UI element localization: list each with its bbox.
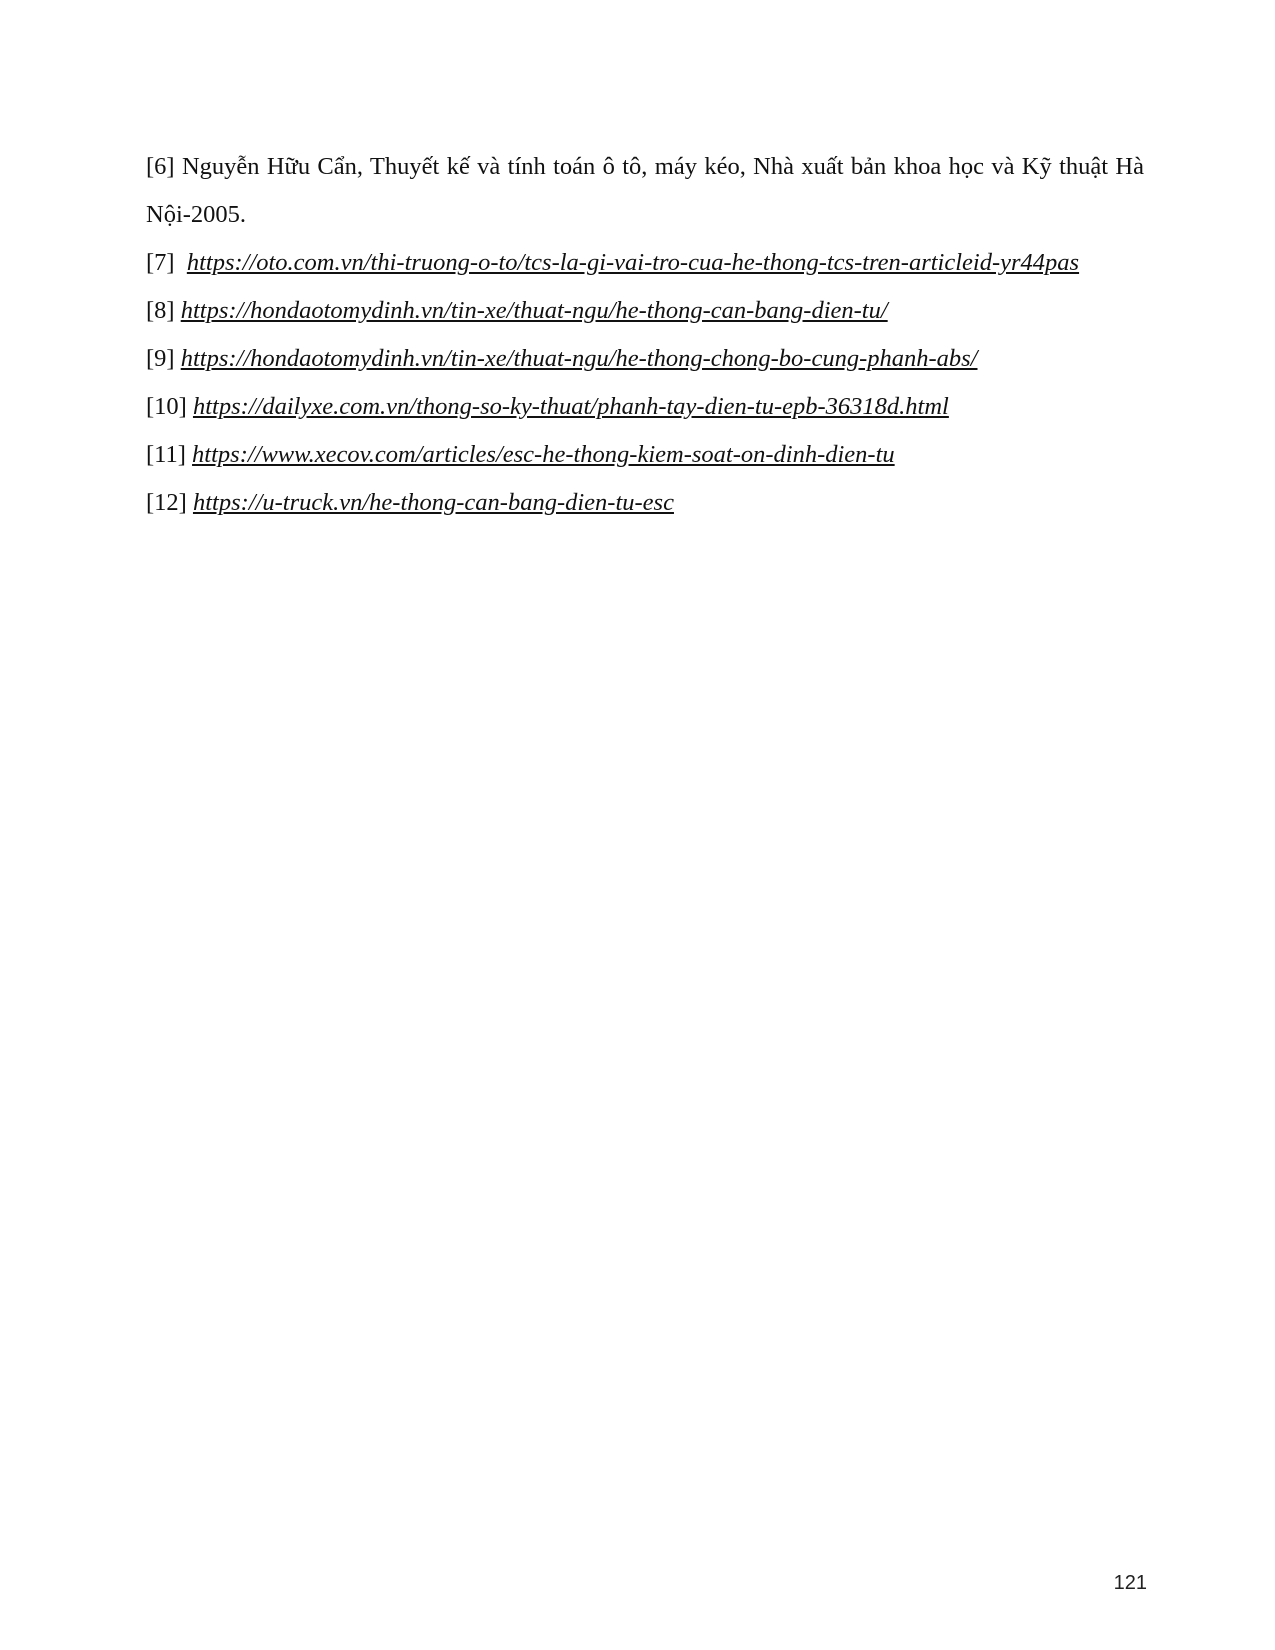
reference-link[interactable]: https://dailyxe.com.vn/thong-so-ky-thuat/phanh-tay-dien-tu-epb-36318d.html xyxy=(192,393,949,420)
reference-number: [7] xyxy=(146,249,175,276)
reference-item-11 xyxy=(146,431,1144,479)
reference-link[interactable]: https://hondaotomydinh.vn/tin-xe/thuat-ngu/he-thong-chong-bo-cung-phanh-abs/ xyxy=(180,345,978,372)
reference-link[interactable]: https://www.xecov.com/articles/esc-he-thong-kiem-soat-on-dinh-dien-tu xyxy=(192,441,895,468)
reference-text: Nguyễn Hữu Cẩn, Thuyết kế và tính toán ô tô, máy kéo, Nhà xuất bản khoa học và Kỹ thuật Hà Nội-2005. xyxy=(146,153,1145,228)
reference-item-7 xyxy=(146,239,1144,287)
reference-item-12 xyxy=(146,479,1144,527)
reference-number: [6] xyxy=(146,153,175,180)
page-number: 121 xyxy=(1113,1572,1147,1594)
reference-number: [9] xyxy=(146,345,175,372)
reference-number: [10] xyxy=(146,393,187,420)
reference-number: [11] xyxy=(146,441,186,468)
reference-item-6 xyxy=(146,143,1144,239)
reference-number: [8] xyxy=(146,297,175,324)
reference-item-8 xyxy=(146,287,1144,335)
reference-list xyxy=(146,143,1144,527)
reference-link[interactable]: https://oto.com.vn/thi-truong-o-to/tcs-la-gi-vai-tro-cua-he-thong-tcs-tren-articleid-yr44pas xyxy=(186,249,1080,276)
reference-item-10 xyxy=(146,383,1144,431)
reference-link[interactable]: https://hondaotomydinh.vn/tin-xe/thuat-ngu/he-thong-can-bang-dien-tu/ xyxy=(180,297,888,324)
reference-item-9 xyxy=(146,335,1144,383)
reference-number: [12] xyxy=(146,489,187,516)
reference-link[interactable]: https://u-truck.vn/he-thong-can-bang-dien-tu-esc xyxy=(192,489,674,516)
